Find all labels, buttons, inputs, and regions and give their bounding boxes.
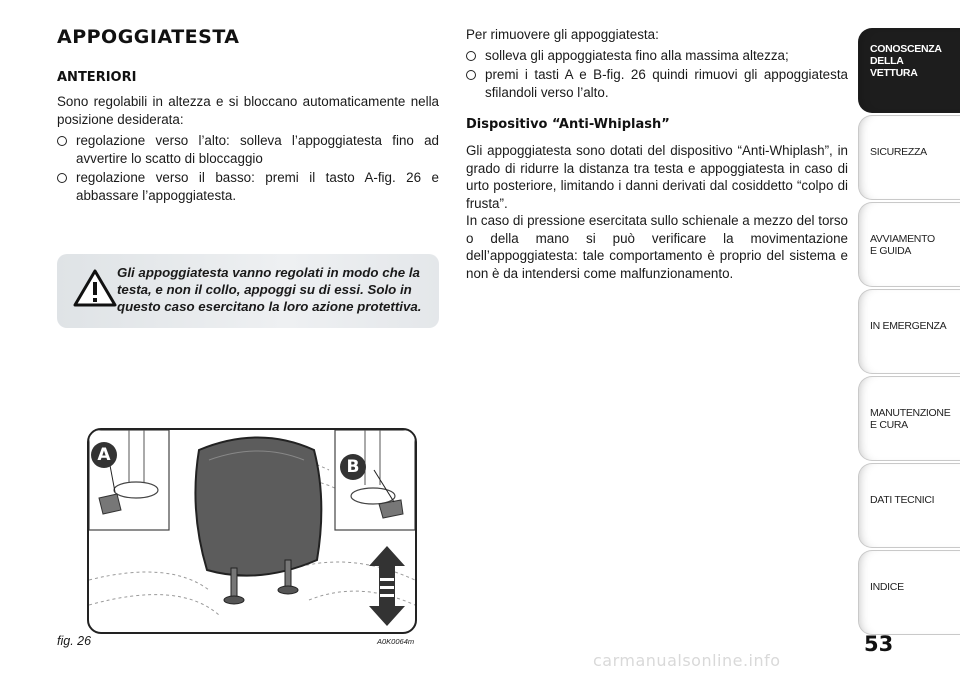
- label-b: B: [346, 457, 360, 477]
- figure-code: A0K0064m: [377, 637, 415, 646]
- tab-in-emergenza[interactable]: [858, 289, 960, 374]
- tab-conoscenza-della-vettura[interactable]: [858, 28, 960, 113]
- headrest-illustration: [87, 428, 417, 634]
- warning-triangle-icon: [73, 268, 117, 308]
- label-b-badge: [340, 454, 366, 480]
- left-column: [57, 26, 439, 206]
- tab-label: SICUREZZA: [870, 146, 927, 158]
- tab-label: DATI TECNICI: [870, 494, 935, 506]
- page-number: 53: [864, 632, 894, 656]
- list-item: premi i tasti A e B-fig. 26 quindi rimuovi gli appoggiatesta sfilandoli verso l’alto.: [466, 66, 848, 101]
- tab-label: AVVIAMENTO E GUIDA: [870, 233, 935, 257]
- tab-sicurezza[interactable]: [858, 115, 960, 200]
- tab-dati-tecnici[interactable]: [858, 463, 960, 548]
- list-item: regolazione verso l’alto: solleva l’appoggiatesta fino ad avvertire lo scatto di bloccaggio: [57, 132, 439, 167]
- tab-avviamento-e-guida[interactable]: [858, 202, 960, 287]
- tab-label: IN EMERGENZA: [870, 320, 947, 332]
- figure-26: [57, 410, 439, 648]
- section-subtitle: ANTERIORI: [57, 70, 137, 85]
- label-a-badge: [91, 442, 117, 468]
- removal-intro: Per rimuovere gli appoggiatesta:: [466, 27, 659, 42]
- tab-label: MANUTENZIONE E CURA: [870, 407, 951, 431]
- tab-label: CONOSCENZA DELLA VETTURA: [870, 43, 942, 79]
- right-column: [466, 26, 848, 282]
- warning-text: Gli appoggiatesta vanno regolati in modo che la testa, e non il collo, appoggi su di essi. Solo in questo caso esercitano la loro azione protettiva.: [117, 265, 422, 314]
- intro-paragraph: Sono regolabili in altezza e si bloccano automaticamente nella posizione desiderata:: [57, 94, 439, 127]
- tab-indice[interactable]: [858, 550, 960, 635]
- anti-whiplash-paragraph-1: Gli appoggiatesta sono dotati del dispositivo “Anti-Whiplash”, in grado di ridurre la distanza tra testa e appoggiatesta in caso di urto posteriore, limitando i danni derivati dal cosiddetto “colpo di frusta”.: [466, 143, 848, 211]
- list-item: regolazione verso il basso: premi il tasto A-fig. 26 e abbassare l’appoggiatesta.: [57, 169, 439, 204]
- chapter-tabs: [858, 28, 960, 637]
- warning-box: [57, 254, 439, 328]
- anti-whiplash-paragraph-2: In caso di pressione esercitata sullo schienale a mezzo del torso o della mano si può verificare la movimentazione dell’appoggiatesta: tale comportamento è proprio del sistema e non è da intendersi come malfunzionamento.: [466, 213, 848, 281]
- label-a: A: [97, 445, 111, 465]
- watermark: carmanualsonline.info: [593, 651, 781, 670]
- figure-caption: fig. 26: [57, 634, 92, 648]
- tab-manutenzione-e-cura[interactable]: [858, 376, 960, 461]
- list-item: solleva gli appoggiatesta fino alla massima altezza;: [466, 47, 848, 65]
- removal-list: [466, 47, 848, 102]
- tab-label: INDICE: [870, 581, 904, 593]
- page-title: APPOGGIATESTA: [57, 26, 240, 48]
- anti-whiplash-title: Dispositivo “Anti-Whiplash”: [466, 117, 670, 132]
- adjust-list: [57, 132, 439, 204]
